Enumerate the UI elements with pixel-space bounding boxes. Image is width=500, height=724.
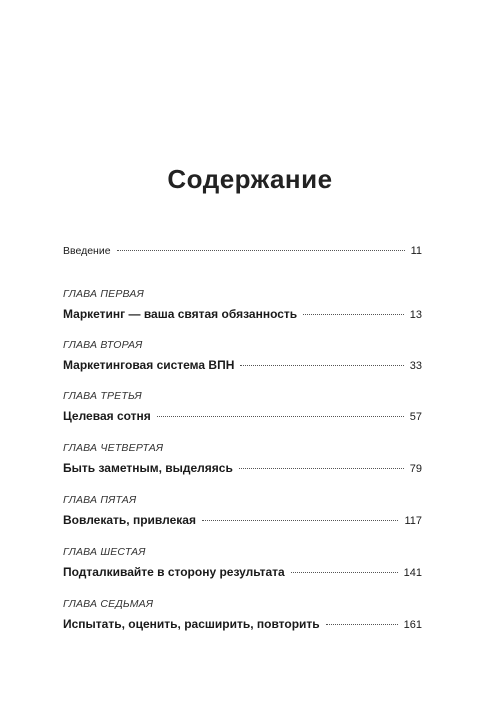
chapter-page-number: 161 — [403, 619, 422, 631]
chapter-page-number: 33 — [409, 360, 422, 372]
chapter-page-number: 141 — [403, 567, 422, 579]
chapter-page-number: 57 — [409, 411, 422, 423]
toc-chapter-7 — [63, 597, 422, 633]
toc-chapter-2 — [63, 338, 422, 374]
toc-chapter-3 — [63, 389, 422, 425]
dot-leader — [117, 250, 405, 251]
chapter-row — [63, 459, 422, 477]
dot-leader — [239, 468, 404, 469]
intro-title: Введение — [63, 245, 111, 257]
chapter-title: Подталкивайте в сторону результата — [63, 565, 285, 579]
chapter-title: Испытать, оценить, расширить, повторить — [63, 617, 320, 631]
dot-leader — [202, 520, 399, 521]
chapter-label: ГЛАВА СЕДЬМАЯ — [63, 598, 154, 610]
chapter-row — [63, 407, 422, 425]
chapter-label: ГЛАВА ПЯТАЯ — [63, 494, 137, 506]
chapter-page-number: 13 — [409, 309, 422, 321]
dot-leader — [291, 572, 398, 573]
page-title: Содержание — [167, 164, 333, 194]
dot-leader — [326, 624, 398, 625]
chapter-row — [63, 563, 422, 581]
chapter-row — [63, 356, 422, 374]
toc-chapter-6 — [63, 545, 422, 581]
chapter-title: Маркетинговая система ВПН — [63, 358, 235, 372]
chapter-label: ГЛАВА ТРЕТЬЯ — [63, 390, 142, 402]
chapter-title: Быть заметным, выделяясь — [63, 461, 233, 475]
chapter-label: ГЛАВА ШЕСТАЯ — [63, 546, 146, 558]
toc-chapter-4 — [63, 441, 422, 477]
chapter-row — [63, 615, 422, 633]
toc-chapter-1 — [63, 287, 422, 323]
toc-chapter-5 — [63, 493, 422, 529]
chapter-label: ГЛАВА ПЕРВАЯ — [63, 288, 144, 300]
chapter-page-number: 79 — [409, 463, 422, 475]
dot-leader — [157, 416, 404, 417]
intro-page-number: 11 — [410, 245, 422, 257]
toc-intro-row — [63, 242, 422, 260]
chapter-title: Целевая сотня — [63, 409, 151, 423]
chapter-row — [63, 305, 422, 323]
chapter-label: ГЛАВА ВТОРАЯ — [63, 339, 143, 351]
dot-leader — [240, 365, 403, 366]
toc-intro-entry — [63, 238, 422, 260]
dot-leader — [303, 314, 404, 315]
chapter-title: Маркетинг — ваша святая обязанность — [63, 307, 298, 321]
chapter-page-number: 117 — [404, 515, 422, 527]
chapter-label: ГЛАВА ЧЕТВЕРТАЯ — [63, 442, 164, 454]
chapter-title: Вовлекать, привлекая — [63, 513, 196, 527]
chapter-row — [63, 511, 422, 529]
